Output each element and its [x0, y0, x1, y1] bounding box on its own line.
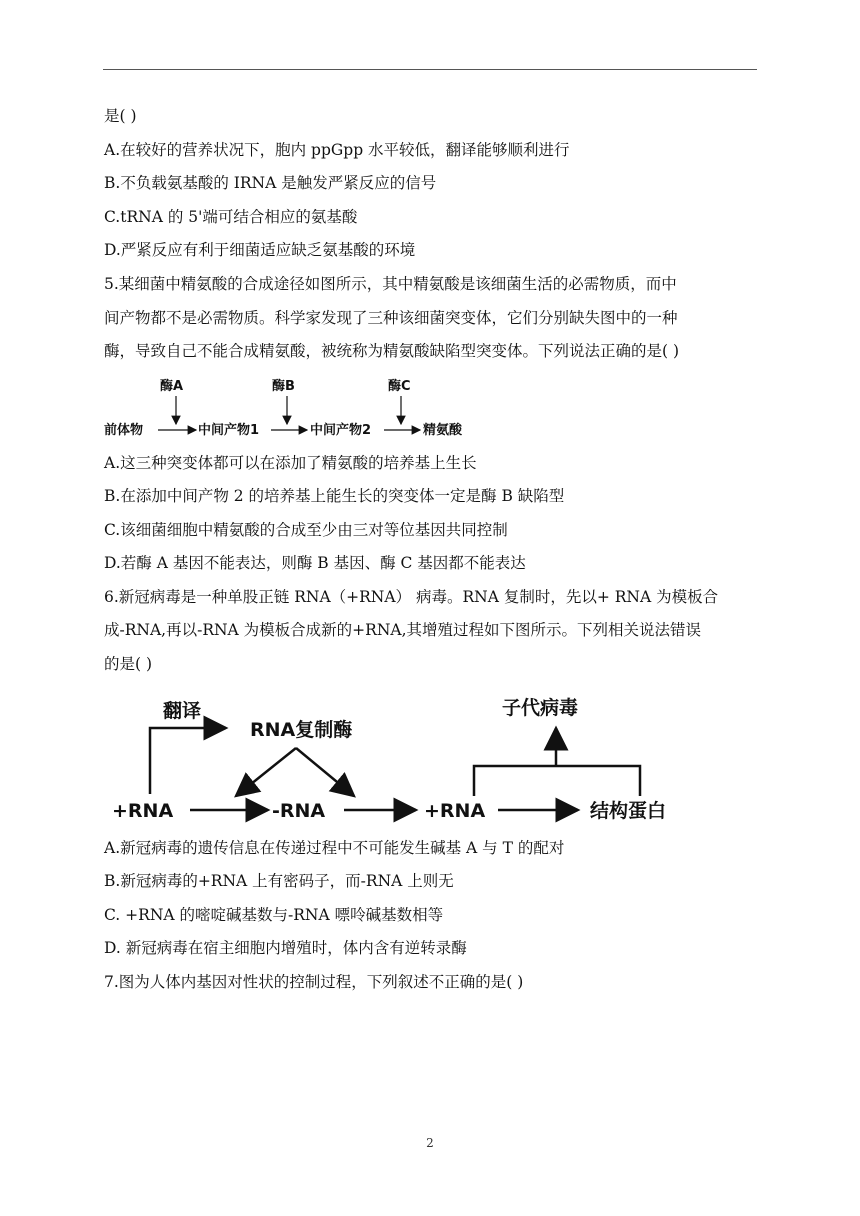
- page-number: 2: [426, 1136, 434, 1150]
- q5-option-d: D.若酶 A 基因不能表达，则酶 B 基因、酶 C 基因都不能表达: [104, 554, 526, 572]
- replicase-arrow-left: [236, 748, 296, 796]
- structural-protein-label: 结构蛋白: [590, 800, 667, 822]
- translation-arrow: [150, 728, 226, 794]
- intermediate-1-node: 中间产物1: [198, 423, 260, 438]
- q5-option-c: C.该细菌细胞中精氨酸的合成至少由三对等位基因共同控制: [104, 521, 508, 539]
- virus-replication-diagram: [0, 684, 860, 830]
- replicase-label: RNA复制酶: [250, 719, 353, 741]
- q5-stem-line3: 酶，导致自己不能合成精氨酸，被统称为精氨酸缺陷型突变体。下列说法正确的是( ): [104, 342, 680, 360]
- minus-rna: -RNA: [272, 800, 326, 822]
- plus-rna-template: +RNA: [112, 800, 174, 822]
- q5-stem-line2: 间产物都不是必需物质。科学家发现了三种该细菌突变体，它们分别缺失图中的一种: [104, 309, 678, 327]
- q5-option-b: B.在添加中间产物 2 的培养基上能生长的突变体一定是酶 B 缺陷型: [104, 487, 565, 505]
- progeny-virus-label: 子代病毒: [502, 697, 579, 719]
- q4-option-a: A.在较好的营养状况下，胞内 ppGpp 水平较低，翻译能够顺利进行: [104, 141, 570, 159]
- q4-option-b: B.不负载氨基酸的 IRNA 是触发严紧反应的信号: [104, 174, 437, 192]
- arginine-node: 精氨酸: [423, 423, 463, 438]
- precursor-node: 前体物: [104, 423, 144, 438]
- q5-option-a: A.这三种突变体都可以在添加了精氨酸的培养基上生长: [104, 454, 477, 472]
- q6-stem-line1: 6.新冠病毒是一种单股正链 RNA（+RNA） 病毒。RNA 复制时，先以+ RNA 为模板合: [104, 588, 719, 606]
- q6-option-b: B.新冠病毒的+RNA 上有密码子，而-RNA 上则无: [104, 872, 454, 890]
- q4-option-d: D.严紧反应有利于细菌适应缺乏氨基酸的环境: [104, 241, 416, 259]
- assembly-bracket: [474, 766, 640, 796]
- intermediate-2-node: 中间产物2: [310, 423, 372, 438]
- q4-stem-end: 是( ): [104, 107, 137, 125]
- translation-label: 翻译: [163, 700, 202, 722]
- q6-stem-line2: 成-RNA,再以-RNA 为模板合成新的+RNA,其增殖过程如下图所示。下列相关说法错误: [104, 621, 702, 639]
- q6-option-a: A.新冠病毒的遗传信息在传递过程中不可能发生碱基 A 与 T 的配对: [104, 839, 565, 857]
- enzyme-b-label: 酶B: [272, 379, 295, 394]
- q6-option-c: C. +RNA 的嘧啶碱基数与-RNA 嘌呤碱基数相等: [104, 906, 444, 924]
- replicase-arrow-right: [296, 748, 354, 796]
- header-rule: [103, 69, 757, 70]
- q6-option-d: D. 新冠病毒在宿主细胞内增殖时，体内含有逆转录酶: [104, 939, 467, 957]
- enzyme-c-label: 酶C: [388, 379, 411, 394]
- arginine-pathway-diagram: [0, 370, 860, 446]
- enzyme-a-label: 酶A: [160, 379, 184, 394]
- plus-rna-new: +RNA: [424, 800, 486, 822]
- q6-stem-line3: 的是( ): [104, 655, 153, 673]
- q5-stem-line1: 5.某细菌中精氨酸的合成途径如图所示，其中精氨酸是该细菌生活的必需物质，而中: [104, 275, 677, 293]
- q4-option-c: C.tRNA 的 5'端可结合相应的氨基酸: [104, 208, 358, 226]
- q7-stem: 7.图为人体内基因对性状的控制过程，下列叙述不正确的是( ): [104, 973, 524, 991]
